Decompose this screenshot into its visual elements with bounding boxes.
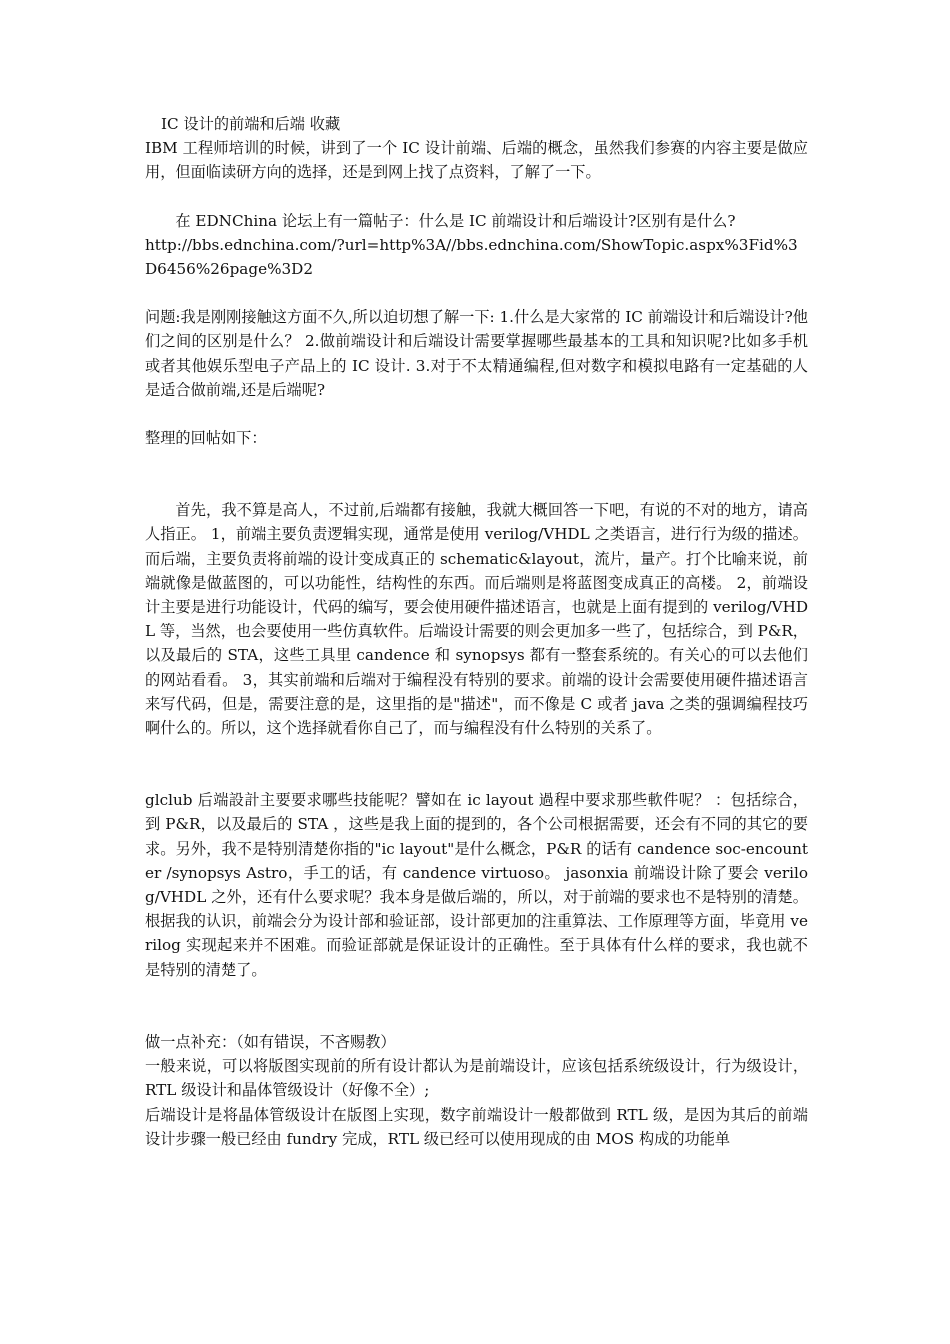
reply-paragraph-2: glclub 后端設計主要要求哪些技能呢？譬如在 ic layout 過程中要求那些軟件呢？ ：包括综合，到 P&R，以及最后的 STA ，这些是我上面的提到的，各个公司根据需要，还会有不同的其它的要求。另外，我不是特别清楚你指的"ic layout"是什么概念，P&R 的话有 candence soc-encounter /synopsys Astro，手工的话，有 candence virtuoso。 jasonxia 前端设计除了要会 verilog/VHDL 之外，还有什么要求呢？我本身是做后端的，所以，对于前端的要求也不是特别的清楚。根据我的认识，前端会分为设计部和验证部，设计部更加的注重算法、工作原理等方面，毕竟用 verilog 实现起来并不困难。而验证部就是保证设计的正确性。至于具体有什么样的要求，我也就不是特别的清楚了。 <box>145 791 808 979</box>
question-paragraph: 问题:我是刚刚接触这方面不久,所以迫切想了解一下: 1.什么是大家常的 IC 前端设计和后端设计?他们之间的区别是什么？ 2.做前端设计和后端设计需要掌握哪些最基本的工具和知识呢?比如多手机或者其他娱乐型电子产品上的 IC 设计. 3.对于不太精通编程,但对数字和模拟电路有一定基础的人是适合做前端,还是后端呢? <box>145 308 808 399</box>
supplement-paragraph-2: 后端设计是将晶体管级设计在版图上实现，数字前端设计一般都做到 RTL 级，是因为其后的前端设计步骤一般已经由 fundry 完成，RTL 级已经可以使用现成的由 MOS 构成的功能单 <box>145 1105 808 1148</box>
spacer <box>145 982 808 1030</box>
forum-url[interactable]: http://bbs.ednchina.com/?url=http%3A//bbs.ednchina.com/ShowTopic.aspx%3Fid%3D6456%26page%3D2 <box>145 235 798 279</box>
article-title: IC 设计的前端和后端 收藏 <box>161 115 341 133</box>
spacer <box>145 185 808 209</box>
spacer <box>145 281 808 305</box>
document-page <box>145 112 808 1151</box>
supplement-paragraph-1: 一般来说，可以将版图实现前的所有设计都认为是前端设计，应该包括系统级设计，行为级设计，RTL 级设计和晶体管级设计（好像不全）; <box>145 1057 808 1100</box>
spacer <box>145 740 808 788</box>
supplement-heading: 做一点补充：（如有错误，不吝赐教） <box>145 1032 396 1051</box>
reply-paragraph-1: 首先，我不算是高人，不过前,后端都有接触，我就大概回答一下吧，有说的不对的地方，请高人指正。 1，前端主要负责逻辑实现，通常是使用 verilog/VHDL 之类语言，进行行为级的描述。而后端，主要负责将前端的设计变成真正的 schematic&layout，流片，量产。打个比喻来说，前端就像是做蓝图的，可以功能性，结构性的东西。而后端则是将蓝图变成真正的高楼。 2，前端设计主要是进行功能设计，代码的编写，要会使用硬件描述语言，也就是上面有提到的 verilog/VHDL 等，当然，也会要使用一些仿真软件。后端设计需要的则会更加多一些了，包括综合，到 P&R，以及最后的 STA，这些工具里 candence 和 synopsys 都有一整套系统的。有关心的可以去他们的网站看看。 3，其实前端和后端对于编程没有特别的要求。前端的设计会需要使用硬件描述语言来写代码，但是，需要注意的是，这里指的是"描述"，而不像是 C 或者 java 之类的强调编程技巧啊什么的。所以，这个选择就看你自己了，而与编程没有什么特别的关系了。 <box>145 501 808 738</box>
intro-paragraph: IBM 工程师培训的时候，讲到了一个 IC 设计前端、后端的概念，虽然我们参赛的内容主要是做应用，但面临读研方向的选择，还是到网上找了点资料，了解了一下。 <box>145 139 808 182</box>
replies-heading: 整理的回帖如下： <box>145 429 267 448</box>
spacer <box>145 402 808 426</box>
spacer <box>145 450 808 498</box>
forum-intro: 在 EDNChina 论坛上有一篇帖子：什么是 IC 前端设计和后端设计?区别有是什么? <box>175 211 736 230</box>
